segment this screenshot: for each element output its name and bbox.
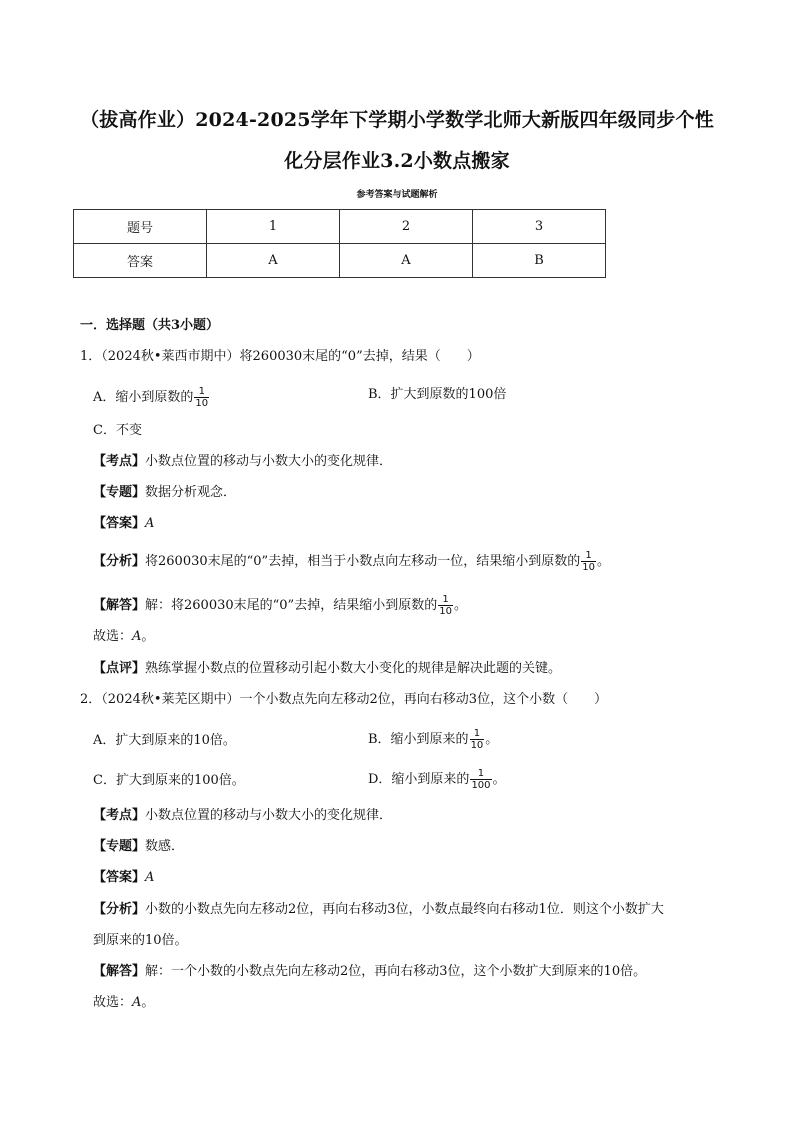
label-tag: 【答案】 bbox=[93, 870, 146, 885]
label-tag: 【专题】 bbox=[93, 485, 146, 500]
fraction-numerator: 1 bbox=[442, 594, 449, 605]
table-cell: 题号 bbox=[74, 210, 207, 244]
question-1-option-b: B．扩大到原数的100倍 bbox=[368, 387, 507, 402]
question-2-answer bbox=[93, 869, 154, 887]
document-title-line-2: 化分层作业3.2小数点搬家 bbox=[284, 150, 510, 172]
punctuation: 。 bbox=[492, 772, 506, 787]
label-tag: 【考点】 bbox=[93, 808, 146, 823]
question-2-solution bbox=[93, 963, 646, 981]
choice-letter: A bbox=[132, 995, 142, 1010]
question-2-kaodian bbox=[93, 807, 392, 825]
answer-table-header-row bbox=[74, 210, 606, 244]
section-heading: 一．选择题（共3小题） bbox=[80, 318, 220, 333]
analysis-text: 将260030末尾的“0”去掉，相当于小数点向左移动一位，结果缩小到原数的 bbox=[145, 554, 581, 569]
question-1-kaodian bbox=[93, 453, 392, 471]
choice-label: 故选： bbox=[93, 995, 133, 1010]
option-b-text: B．缩小到原来的 bbox=[368, 732, 469, 747]
table-cell: B bbox=[473, 244, 606, 278]
fraction bbox=[194, 386, 209, 409]
label-tag: 【解答】 bbox=[93, 964, 146, 979]
question-2-option-c: C．扩大到原来的100倍。 bbox=[93, 773, 245, 788]
question-1-option-a bbox=[93, 386, 210, 409]
punctuation: 。 bbox=[141, 629, 155, 644]
question-2-option-a: A．扩大到原来的10倍。 bbox=[93, 733, 236, 748]
fraction-denominator: 10 bbox=[439, 606, 452, 617]
fraction-denominator: 10 bbox=[582, 562, 595, 573]
choice-label: 故选： bbox=[93, 629, 133, 644]
table-cell: A bbox=[207, 244, 340, 278]
label-tag: 【专题】 bbox=[93, 839, 146, 854]
label-tag: 【分析】 bbox=[93, 554, 146, 569]
punctuation: 。 bbox=[485, 732, 499, 747]
question-1-zhuanti bbox=[93, 484, 236, 502]
question-2-analysis-continued: 到原来的10倍。 bbox=[93, 933, 188, 948]
kaodian-text: 小数点位置的移动与小数大小的变化规律． bbox=[145, 808, 393, 823]
label-tag: 【分析】 bbox=[93, 902, 146, 917]
answer-letter: A bbox=[145, 516, 155, 531]
fraction bbox=[438, 594, 453, 617]
comment-text: 熟练掌握小数点的位置移动引起小数大小变化的规律是解决此题的关键。 bbox=[145, 661, 562, 676]
question-2-stem: 2．（2024秋•莱芜区期中）一个小数点先向左移动2位，再向右移动3位，这个小数（ ） bbox=[80, 692, 608, 707]
fraction-numerator: 1 bbox=[585, 550, 592, 561]
option-a-text: A．缩小到原数的 bbox=[93, 390, 194, 405]
answer-table-answer-row bbox=[74, 244, 606, 278]
punctuation: 。 bbox=[453, 598, 467, 613]
table-cell: 3 bbox=[473, 210, 606, 244]
zhuanti-text: 数据分析观念． bbox=[145, 485, 237, 500]
fraction bbox=[470, 728, 485, 751]
question-1-stem: 1．（2024秋•莱西市期中）将260030末尾的“0”去掉，结果（ ） bbox=[80, 349, 480, 364]
choice-letter: A bbox=[132, 629, 142, 644]
solution-text: 解：将260030末尾的“0”去掉，结果缩小到原数的 bbox=[145, 598, 438, 613]
fraction-denominator: 100 bbox=[471, 780, 491, 791]
document-title-line-1: （拔高作业）2024-2025学年下学期小学数学北师大新版四年级同步个性 bbox=[80, 109, 714, 131]
table-cell: 答案 bbox=[74, 244, 207, 278]
answer-letter: A bbox=[145, 870, 155, 885]
label-tag: 【考点】 bbox=[93, 454, 146, 469]
analysis-text: 小数的小数点先向左移动2位，再向右移动3位，小数点最终向右移动1位．则这个小数扩大 bbox=[145, 902, 664, 917]
fraction-denominator: 10 bbox=[195, 398, 209, 409]
fraction-numerator: 1 bbox=[198, 386, 205, 397]
question-1-analysis bbox=[93, 550, 610, 573]
fraction bbox=[581, 550, 596, 573]
label-tag: 【解答】 bbox=[93, 598, 146, 613]
question-2-zhuanti bbox=[93, 838, 184, 856]
fraction-denominator: 10 bbox=[470, 740, 484, 751]
punctuation: 。 bbox=[596, 554, 610, 569]
question-2-option-d bbox=[368, 768, 506, 791]
question-2-option-b bbox=[368, 728, 498, 751]
solution-text: 解：一个小数的小数点先向左移动2位，再向右移动3位，这个小数扩大到原来的10倍。 bbox=[145, 964, 647, 979]
question-2-analysis bbox=[93, 901, 664, 919]
table-cell: 1 bbox=[207, 210, 340, 244]
table-cell: A bbox=[340, 244, 473, 278]
question-1-comment bbox=[93, 660, 561, 678]
option-d-text: D．缩小到原来的 bbox=[368, 772, 470, 787]
question-1-choice bbox=[93, 628, 154, 646]
punctuation: 。 bbox=[141, 995, 155, 1010]
fraction bbox=[470, 768, 491, 791]
fraction-numerator: 1 bbox=[477, 768, 485, 779]
document-subtitle: 参考答案与试题解析 bbox=[356, 190, 438, 200]
answer-table bbox=[73, 209, 606, 278]
question-1-solution bbox=[93, 594, 467, 617]
zhuanti-text: 数感． bbox=[145, 839, 185, 854]
question-1-answer bbox=[93, 515, 154, 533]
question-1-option-c: C．不变 bbox=[93, 423, 142, 438]
fraction-numerator: 1 bbox=[473, 728, 481, 739]
kaodian-text: 小数点位置的移动与小数大小的变化规律． bbox=[145, 454, 393, 469]
question-2-choice bbox=[93, 994, 154, 1012]
label-tag: 【答案】 bbox=[93, 516, 146, 531]
table-cell: 2 bbox=[340, 210, 473, 244]
label-tag: 【点评】 bbox=[93, 661, 146, 676]
